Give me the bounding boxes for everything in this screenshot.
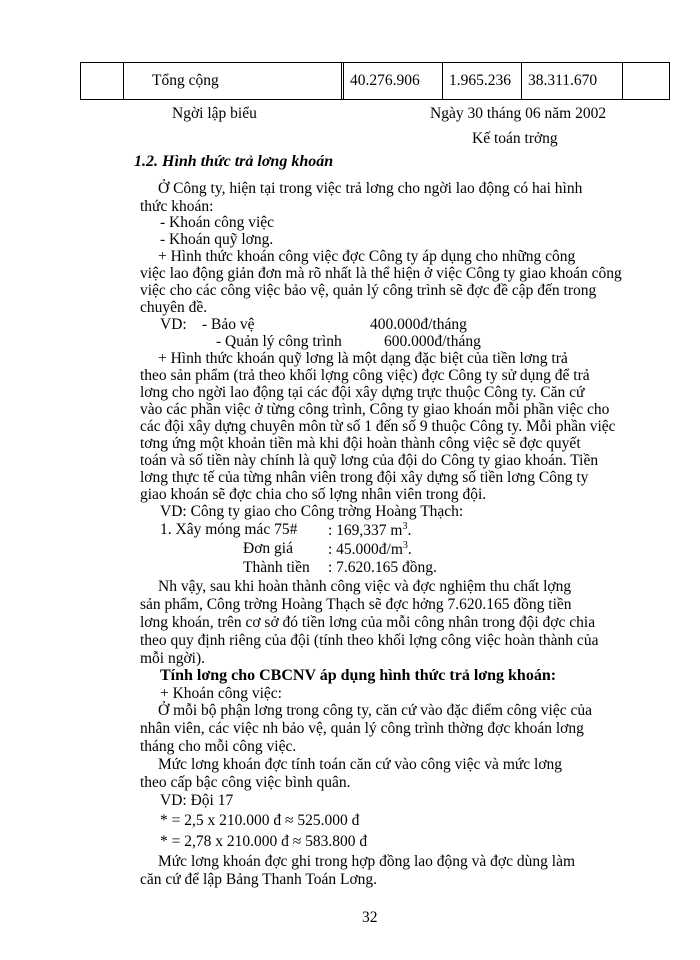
paragraph-line: VD: Đội 17 [160, 792, 234, 809]
calc-exponent: 3 [402, 521, 408, 532]
paragraph-line: + Khoán công việc: [160, 685, 282, 702]
summary-table [80, 62, 670, 100]
calc-exponent: 3 [402, 540, 408, 551]
paragraph-line: Ở mỗi bộ phận lơng trong công ty, căn cứ vào đặc điểm công việc của [158, 702, 592, 719]
paragraph-line: vào các phần việc ở từng công trình, Công ty giao khoán mỗi phần việc cho [140, 401, 610, 418]
signature-left: Ngời lập biểu [172, 105, 257, 122]
paragraph-line: tháng cho mỗi công việc. [140, 738, 297, 755]
paragraph-line: Ở Công ty, hiện tại trong việc trả lơng cho ngời lao động có hai hình [158, 180, 583, 197]
table-cell-value: 38.311.670 [522, 63, 623, 100]
paragraph-line: VD: Công ty giao cho Công trờng Hoàng Thạch: [160, 503, 464, 520]
table-cell-value: 40.276.906 [344, 63, 443, 100]
paragraph-line: + Hình thức khoán quỹ lơng là một dạng đặc biệt của tiền lơng trả [158, 350, 568, 367]
calc-value: : $45.000đ/m^3$. [328, 540, 412, 559]
example-item: - Bảo vệ [202, 316, 255, 333]
paragraph-line: nhân viên, các việc nh bảo vệ, quản lý công trình thờng đợc khoán lơng [140, 720, 584, 737]
paragraph-line: sản phẩm, Công trờng Hoàng Thạch sẽ đợc hởng 7.620.165 đồng tiền [140, 596, 572, 613]
list-item: - Khoán quỹ lơng. [160, 231, 274, 248]
signature-role: Kế toán trởng [472, 130, 558, 147]
calc-label: Đơn giá [243, 540, 293, 557]
paragraph-line: việc lao động giản đơn mà rõ nhất là thể hiện ở việc Công ty giao khoán công [140, 265, 622, 282]
page-number: 32 [362, 909, 378, 926]
paragraph-line: theo quy định riêng của đội (tính theo khối lợng công việc hoàn thành của [140, 632, 599, 649]
paragraph-line: Mức lơng khoán đợc tính toán căn cứ vào công việc và mức lơng [158, 756, 563, 773]
paragraph-line: mỗi ngời). [140, 650, 206, 667]
paragraph-line: căn cứ để lập Bảng Thanh Toán Lơng. [140, 871, 378, 888]
example-item: - Quản lý công trình [216, 333, 342, 350]
calc-value: : 7.620.165 đồng. [328, 559, 437, 576]
calc-value-text: : 169,337 m [328, 522, 403, 540]
table-row [81, 63, 670, 100]
section-heading: 1.2. Hình thức trả lơng khoán [134, 153, 334, 170]
paragraph-line: lơng khoán, trên cơ sở đó tiền lơng của mỗi công nhân trong đội đợc chia [140, 614, 596, 631]
example-label: VD: [160, 316, 187, 333]
calc-value-text: : 45.000đ/m [328, 541, 403, 559]
paragraph-line: giao khoán sẽ đợc chia cho số lợng nhân viên trong đội. [140, 486, 487, 503]
formula-line: * = 2,5 x 210.000 đ ≈ 525.000 đ [160, 812, 360, 829]
paragraph-line: chuyên đề. [140, 299, 208, 316]
calc-label: Thành tiền [243, 559, 310, 576]
list-item: - Khoán công việc [160, 214, 275, 231]
paragraph-line: theo sản phẩm (trả theo khối lợng công việc) đợc Công ty sử dụng để trả [140, 367, 590, 384]
paragraph-line: + Hình thức khoán công việc đợc Công ty áp dụng cho những công [158, 248, 576, 265]
paragraph-line: Mức lơng khoán đợc ghi trong hợp đồng lao động và đợc dùng làm [158, 853, 576, 870]
paragraph-line: tơng ứng một khoản tiền mà khi đội hoàn thành công việc sẽ đợc quyết [140, 435, 581, 452]
paragraph-line: lơng thực tế của từng nhân viên trong đội xây dựng số tiền lơng Công ty [140, 469, 589, 486]
paragraph-line: lơng cho ngời lao động tại các đội xây dựng trực thuộc Công ty. Căn cứ [140, 384, 585, 401]
calc-value: : 169,337 $m^3$. [328, 521, 412, 540]
paragraph-line: theo cấp bậc công việc bình quân. [140, 774, 351, 791]
example-value: 600.000đ/tháng [384, 333, 481, 350]
formula-line: * = 2,78 x 210.000 đ ≈ 583.800 đ [160, 833, 368, 850]
signature-date: Ngày 30 tháng 06 năm 2002 [430, 105, 607, 122]
paragraph-line: Nh vậy, sau khi hoàn thành công việc và đợc nghiệm thu chất lợng [158, 578, 572, 595]
example-value: 400.000đ/tháng [370, 316, 467, 333]
table-cell [623, 63, 670, 100]
paragraph-line: thức khoán: [140, 198, 214, 215]
paragraph-line: toán và số tiền này chính là quỹ lơng của đội do Công ty giao khoán. Tiền [140, 452, 599, 469]
paragraph-line: các đội xây dựng chuyên môn từ số 1 đến số 9 thuộc Công ty. Mỗi phần việc [140, 418, 616, 435]
table-cell-label: Tổng cộng [124, 63, 342, 100]
table-cell-value: 1.965.236 [443, 63, 522, 100]
bold-heading: Tính lơng cho CBCNV áp dụng hình thức trả lơng khoán: [160, 667, 557, 684]
calc-label: 1. Xây móng mác 75# [160, 521, 298, 538]
paragraph-line: việc cho các công việc bảo vệ, quản lý công trình sẽ đợc đề cập đến trong [140, 282, 597, 299]
table-cell [81, 63, 124, 100]
